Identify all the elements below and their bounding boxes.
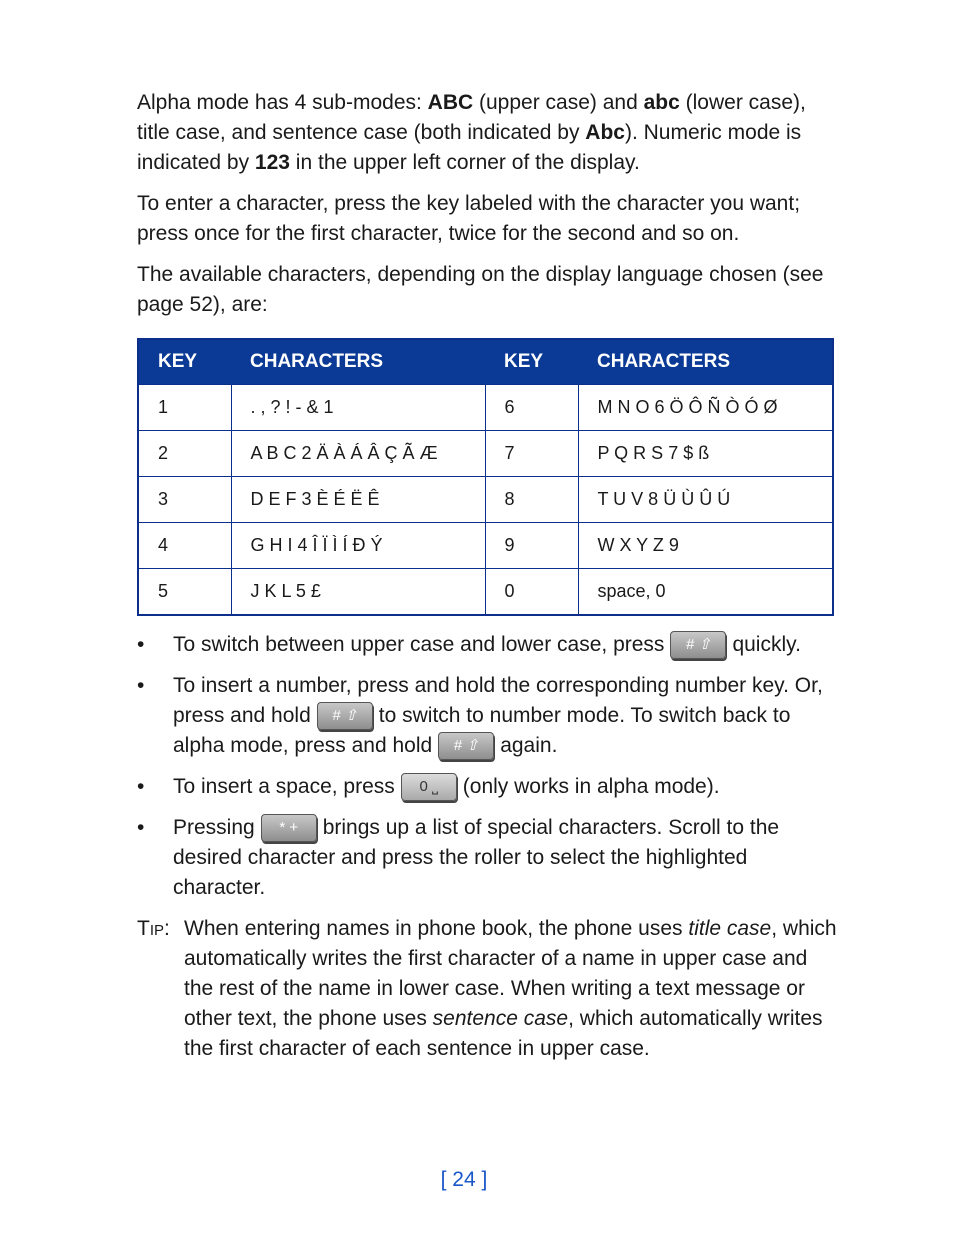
table-row xyxy=(138,569,833,616)
instructions-list xyxy=(137,630,837,903)
list-item xyxy=(137,813,837,903)
tip-note xyxy=(137,914,837,1064)
text: (only works in alpha mode). xyxy=(462,775,720,798)
hash-key-icon: # ⇧ xyxy=(317,702,373,730)
table-row xyxy=(138,477,833,523)
text: , which automatically writes the first character of each sentence in upper case. xyxy=(184,1007,823,1060)
table-cell: 1 xyxy=(138,385,231,431)
table-cell: space, 0 xyxy=(578,569,833,616)
characters-table xyxy=(137,338,834,616)
text: in the upper left corner of the display. xyxy=(289,151,640,174)
title-case-term: title case xyxy=(688,917,772,940)
text: Alpha mode has 4 sub-modes: xyxy=(137,91,428,114)
numeric-label: 123 xyxy=(254,151,290,174)
text: (lower case), title case, and sentence case (both indicated by xyxy=(137,91,806,144)
abc-title-label: Abc xyxy=(585,121,625,144)
header-characters: CHARACTERS xyxy=(578,339,833,385)
text: to switch to number mode. To switch back to alpha mode, press and hold xyxy=(173,704,791,757)
table-cell: 4 xyxy=(138,523,231,569)
text: ). Numeric mode is indicated by xyxy=(137,121,802,174)
table-cell: A B C 2 Ä À Á Â Ç Ã Æ xyxy=(231,431,485,477)
abc-upper-label: ABC xyxy=(427,91,474,114)
header-key: KEY xyxy=(485,339,578,385)
tip-body xyxy=(137,914,837,1064)
table-cell: M N O 6 Ö Ô Ñ Ò Ó Ø xyxy=(578,385,833,431)
list-item xyxy=(137,671,837,761)
table-cell: 2 xyxy=(138,431,231,477)
sentence-case-term: sentence case xyxy=(432,1007,569,1030)
table-row xyxy=(138,431,833,477)
header-key: KEY xyxy=(138,339,231,385)
bullet-dot: • xyxy=(137,775,145,798)
table-cell: 9 xyxy=(485,523,578,569)
list-item xyxy=(137,630,837,660)
intro-paragraph-available: The available characters, depending on the display language chosen (see page 52), are: xyxy=(137,263,824,316)
table-cell: J K L 5 £ xyxy=(231,569,485,616)
star-key-icon: * + xyxy=(261,814,317,842)
table-cell: 6 xyxy=(485,385,578,431)
table-cell: 3 xyxy=(138,477,231,523)
table-cell: D E F 3 È É Ë Ê xyxy=(231,477,485,523)
text: To insert a number, press and hold the corresponding number key. Or, press and hold xyxy=(173,674,823,727)
table-cell: 0 xyxy=(485,569,578,616)
tip-label: Tip: xyxy=(137,917,170,940)
table-header-row xyxy=(138,339,833,385)
text: brings up a list of special characters. Scroll to the desired character and press the roller to select the highlighted character. xyxy=(173,816,780,899)
hash-key-icon: # ⇧ xyxy=(670,631,726,659)
intro-paragraph-enter: To enter a character, press the key labeled with the character you want; press once for the first character, twice for the second and so on. xyxy=(137,192,801,245)
table-cell: 8 xyxy=(485,477,578,523)
table-cell: P Q R S 7 $ ß xyxy=(578,431,833,477)
intro-paragraph-modes xyxy=(137,88,837,178)
table-cell: 5 xyxy=(138,569,231,616)
table-row xyxy=(138,385,833,431)
abc-lower-label: abc xyxy=(643,91,680,114)
page-content xyxy=(137,88,837,1064)
text: To insert a space, press xyxy=(173,775,395,798)
text: When entering names in phone book, the phone uses xyxy=(184,917,689,940)
table-cell: T U V 8 Ü Ù Û Ú xyxy=(578,477,833,523)
bullet-dot: • xyxy=(137,674,145,697)
table-cell: 7 xyxy=(485,431,578,477)
text: quickly. xyxy=(732,633,801,656)
page-number: [ 24 ] xyxy=(440,1168,488,1191)
bullet-dot: • xyxy=(137,816,145,839)
hash-key-icon: # ⇧ xyxy=(438,732,494,760)
table-cell: . , ? ! - & 1 xyxy=(231,385,485,431)
table-row xyxy=(138,523,833,569)
text: , which automatically writes the first character of a name in upper case and the rest of the name in lower case. When writing a text message or other text, the phone uses xyxy=(184,917,837,1030)
text: To switch between upper case and lower case, press xyxy=(173,633,665,656)
table-cell: G H I 4 Î Ï Ì Í Ð Ý xyxy=(231,523,485,569)
header-characters: CHARACTERS xyxy=(231,339,485,385)
list-item xyxy=(137,772,837,802)
zero-key-icon: 0 ⎵ xyxy=(401,773,457,801)
text: (upper case) and xyxy=(473,91,644,114)
text: Pressing xyxy=(173,816,255,839)
bullet-dot: • xyxy=(137,633,145,656)
table-cell: W X Y Z 9 xyxy=(578,523,833,569)
text: again. xyxy=(500,734,558,757)
